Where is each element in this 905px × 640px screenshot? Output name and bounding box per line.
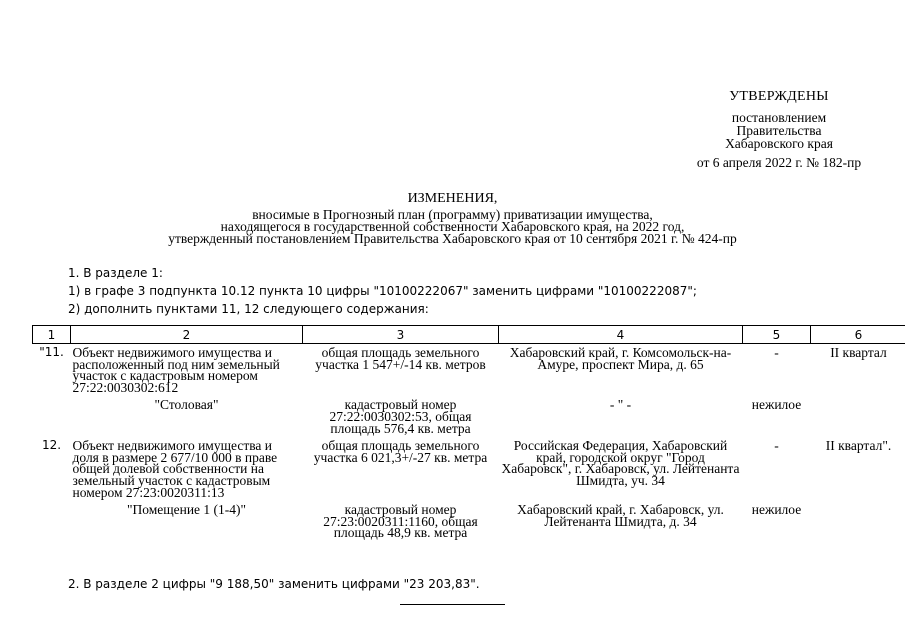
object-area: кадастровый номер 27:22:0030302:53, общая площадь 576,4 кв. метра [329, 397, 472, 436]
approval-date: от 6 апреля 2022 г. № 182-пр [696, 155, 862, 170]
privatization-quarter: II квартал". [825, 438, 892, 454]
object-purpose: - [774, 438, 779, 454]
object-area: общая площадь земельного участка 1 547+/-14 кв. метров [315, 345, 486, 372]
object-name: "Помещение 1 (1-4)" [126, 502, 247, 518]
title-line: утвержденный постановлением Правительства Хабаровского края от 10 сентября 2021 г. № 424-пр [168, 231, 737, 246]
paragraph-section-1: 1. В разделе 1: [68, 266, 163, 280]
row-number: 12. [41, 438, 62, 453]
approval-block [665, 90, 893, 169]
paragraph-item-1: 1) в графе 3 подпункта 10.12 пункта 10 цифры "10100222067" заменить цифрами "10100222087"; [68, 284, 697, 298]
object-address: - " - [609, 397, 632, 413]
table-row [33, 434, 905, 498]
object-area: кадастровый номер 27:23:0020311:1160, общая площадь 48,9 кв. метра [323, 502, 478, 541]
object-address: Российская Федерация, Хабаровский край, городской округ "Город Хабаровск", г. Хабаровск, ул. Лейтенанта Шмидта, уч. 34 [501, 438, 740, 488]
object-name: "Столовая" [154, 397, 219, 413]
object-purpose: нежилое [751, 502, 802, 518]
table-row [33, 393, 905, 434]
title-line: вносимые в Прогнозный план (программу) приватизации имущества, [252, 207, 653, 222]
table-header-cell: 4 [499, 326, 743, 344]
table-header-cell: 5 [743, 326, 811, 344]
approval-line: Правительства [736, 123, 822, 138]
object-address: Хабаровский край, г. Хабаровск, ул. Лейтенанта Шмидта, д. 34 [517, 502, 724, 529]
approval-line: постановлением [731, 110, 827, 125]
row-number: "11. [39, 345, 64, 359]
table-row [33, 344, 905, 394]
paragraph-item-2: 2) дополнить пунктами 11, 12 следующего содержания: [68, 302, 429, 316]
closing-divider [400, 604, 505, 605]
approval-line: Хабаровского края [725, 136, 833, 151]
title-line: находящегося в государственной собственности Хабаровского края, на 2022 год, [220, 219, 685, 234]
table-header-cell: 1 [33, 326, 71, 344]
table-header-cell: 6 [811, 326, 905, 344]
privatization-quarter: II квартал [830, 345, 887, 360]
document-title [60, 193, 845, 245]
paragraph-section-2: 2. В разделе 2 цифры "9 188,50" заменить цифрами "23 203,83". [68, 577, 480, 591]
object-name: Объект недвижимого имущества и доля в размере 2 677/10 000 в праве общей долевой собственности на земельный участок с кадастровым номером 27:23:0020311:13 [72, 438, 278, 500]
object-name: Объект недвижимого имущества и расположенный под ним земельный участок с кадастровым номером 27:22:0030302:612 [72, 345, 280, 395]
table-header-row [33, 326, 905, 344]
table-header-cell: 2 [71, 326, 303, 344]
object-purpose: нежилое [751, 397, 802, 413]
table-header-cell: 3 [303, 326, 499, 344]
object-address: Хабаровский край, г. Комсомольск-на-Амуре, проспект Мира, д. 65 [509, 345, 732, 372]
approval-heading: УТВЕРЖДЕНЫ [729, 89, 829, 104]
table-row [33, 498, 905, 539]
object-purpose: - [774, 345, 779, 360]
title-heading: ИЗМЕНЕНИЯ, [407, 191, 498, 206]
amendments-table [32, 325, 905, 539]
object-area: общая площадь земельного участка 6 021,3+/-27 кв. метра [313, 438, 488, 465]
